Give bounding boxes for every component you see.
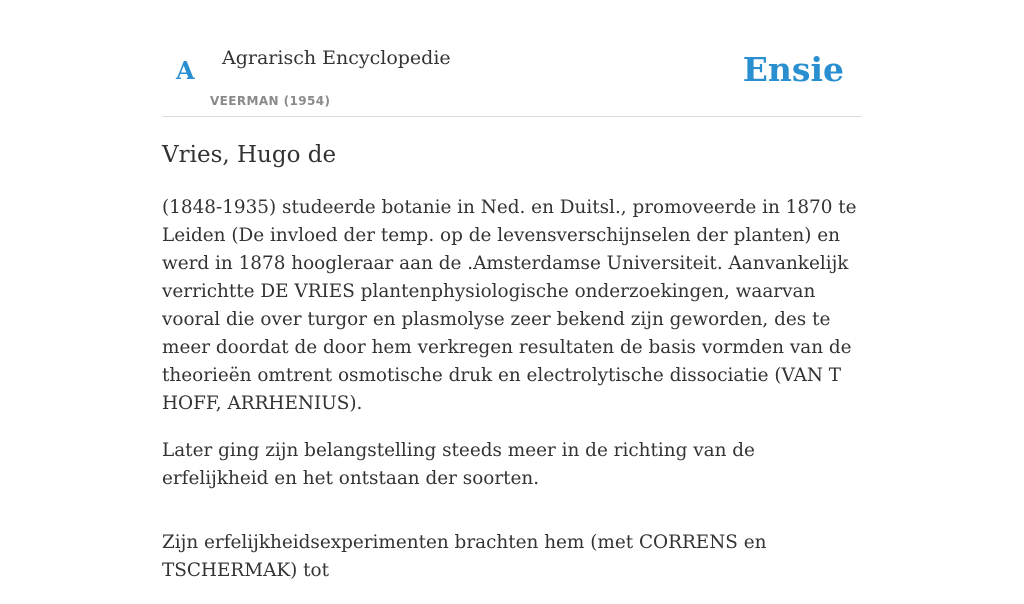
article-paragraph: (1848-1935) studeerde botanie in Ned. en Duitsl., promoveerde in 1870 te Leiden (De invloed der temp. op de levensverschijnselen der planten) en werd in 1878 hoogleraar aan de .Amsterdamse Universiteit. Aanvankelijk verrichtte DE VRIES plantenphysiologische onderzoekingen, waarvan vooral die over turgor en plasmolyse zeer bekend zijn geworden, des te meer doordat de door hem verkregen resultaten de basis vormden van de theorieën omtrent osmotische druk en electrolytische dissociatie (VAN T HOFF, ARRHENIUS). [162, 197, 857, 414]
book-title-link[interactable]: Agrarisch Encyclopedie [222, 47, 451, 69]
book-header [162, 0, 862, 117]
site-logo[interactable]: Ensie [742, 50, 844, 89]
book-edition: VEERMAN (1954) [210, 94, 331, 108]
article-paragraph: Zijn erfelijkheidsexperimenten brachten hem (met CORRENS en TSCHERMAK) tot [162, 532, 767, 581]
article-paragraph: Later ging zijn belangstelling steeds meer in de richting van de erfelijkheid en het ontstaan der soorten. [162, 440, 755, 489]
article [162, 138, 864, 604]
book-logo-icon[interactable]: A [176, 56, 195, 85]
article-title: Vries, Hugo de [162, 142, 337, 168]
